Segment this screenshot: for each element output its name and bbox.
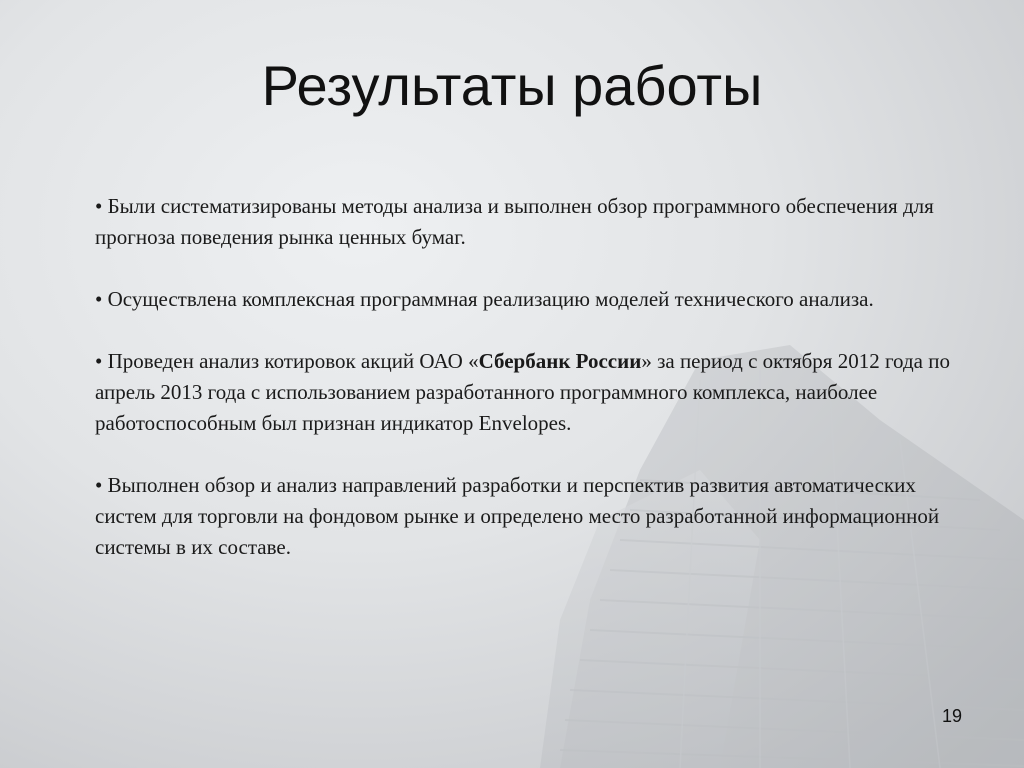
bullet-text: Выполнен обзор и анализ направлений разработки и перспектив развития автоматических систем для торговли на фондовом рынке и определено место разработанной информационной системы в их составе. [95,473,940,559]
slide-title: Результаты работы [261,54,763,117]
bullet-item-4 [95,470,975,563]
bullet-text: Были систематизированы методы анализа и выполнен обзор программного обеспечения для прогноза поведения рынка ценных бумаг. [95,194,934,249]
bullet-item-2 [95,284,975,315]
bullet-text: Осуществлена комплексная программная реализацию моделей технического анализа. [107,287,874,311]
bullet-marker: • [95,349,103,373]
bullet-text: Проведен анализ котировок акций ОАО « [107,349,479,373]
bullet-item-1 [95,191,975,253]
bullet-item-3 [95,346,975,439]
company-name: Сбербанк России [478,349,642,373]
bullet-marker: • [95,194,103,218]
bullet-marker: • [95,287,103,311]
page-number: 19 [941,706,962,726]
bullet-text-continuation: » за период с октября 2012 года по апрель 2013 года с использованием разработанного программного комплекса, наиболее работоспособным был признан индикатор Envelopes. [95,349,950,435]
bullet-list [95,191,975,594]
bullet-marker: • [95,473,103,497]
